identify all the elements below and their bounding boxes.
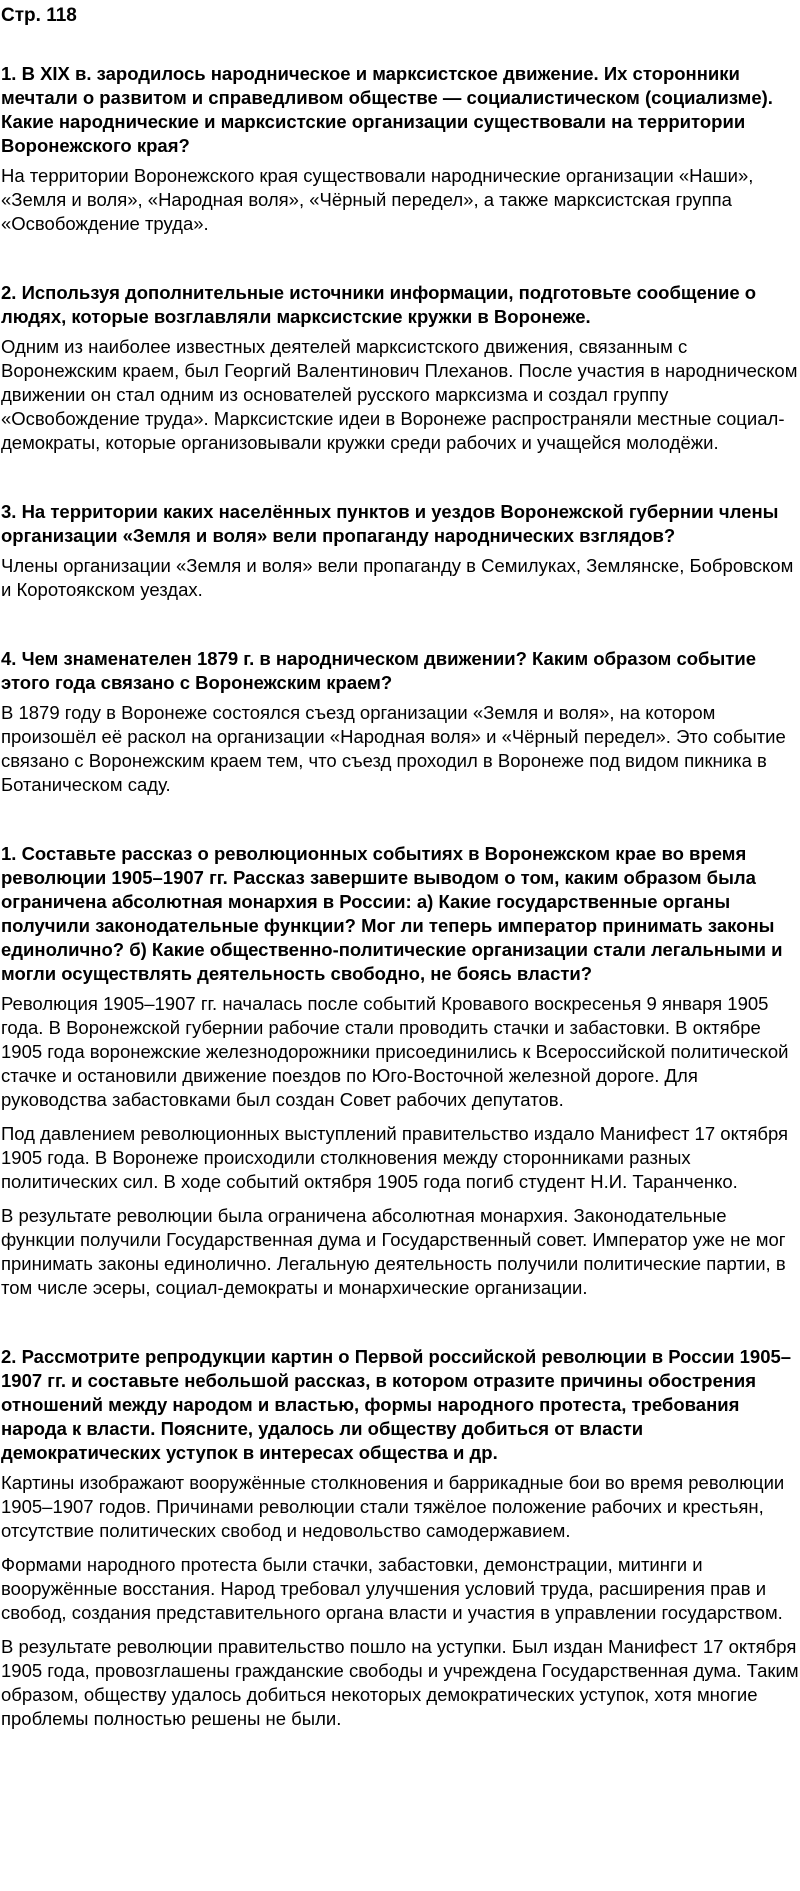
question-text: 1. В XIX в. зародилось народническое и марксистское движение. Их сторонники мечтали о развитом и справедливом обществе — социалистическом (социализме). Какие народнические и марксистские организации существовали на территории Воронежского края? — [1, 63, 773, 156]
question-block — [0, 842, 800, 1300]
question-text: 3. На территории каких населённых пунктов и уездов Воронежской губернии члены организации «Земля и воля» вели пропаганду народнических взглядов? — [1, 501, 779, 546]
page-title: Стр. 118 — [1, 5, 77, 26]
answer-block — [0, 701, 800, 797]
answer-paragraph: В результате революции правительство пошло на уступки. Был издан Манифест 17 октября 1905 года, провозглашены гражданские свободы и учреждена Государственная дума. Таким образом, обществу удалось добиться некоторых демократических уступок, хотя многие проблемы полностью решены не были. — [1, 1636, 799, 1729]
question-text: 2. Рассмотрите репродукции картин о Первой российской революции в России 1905–1907 гг. и составьте небольшой рассказ, в котором отразите причины обострения отношений между народом и властью, формы народного протеста, требования народа к власти. Поясните, удалось ли обществу добиться от власти демократических уступок в интересах общества и др. — [1, 1346, 792, 1463]
question-text: 2. Используя дополнительные источники информации, подготовьте сообщение о людях, которые возглавляли марксистские кружки в Воронеже. — [1, 282, 757, 327]
answer-paragraph: Картины изображают вооружённые столкновения и баррикадные бои во время революции 1905–1907 годов. Причинами революции стали тяжёлое положение рабочих и крестьян, отсутствие политических свобод и недовольство самодержавием. — [1, 1472, 785, 1541]
answer-paragraph: В 1879 году в Воронеже состоялся съезд организации «Земля и воля», на котором произошёл её раскол на организации «Народная воля» и «Чёрный передел». Это событие связано с Воронежским краем тем, что съезд проходил в Воронеже под видом пикника в Ботаническом саду. — [1, 702, 786, 795]
answer-block — [0, 164, 800, 236]
question-text: 1. Составьте рассказ о революционных событиях в Воронежском крае во время революции 1905–1907 гг. Рассказ завершите выводом о том, каким образом была ограничена абсолютная монархия в России: а) Какие государственные органы получили законодательные функции? Мог ли теперь император принимать законы единолично? б) Какие общественно-политические организации стали легальными и могли осуществлять деятельность свободно, не боясь власти? — [1, 843, 783, 984]
answer-block — [0, 1471, 800, 1731]
answer-block — [0, 335, 800, 455]
answer-paragraph: В результате революции была ограничена абсолютная монархия. Законодательные функции получили Государственная дума и Государственный совет. Император уже не мог принимать законы единолично. Легальную деятельность получили политические партии, в том числе эсеры, социал-демократы и монархические организации. — [1, 1205, 786, 1298]
answer-paragraph: Революция 1905–1907 гг. началась после событий Кровавого воскресенья 9 января 1905 года. В Воронежской губернии рабочие стали проводить стачки и забастовки. В октябре 1905 года воронежские железнодорожники присоединились к Всероссийской политической стачке и остановили движение поездов по Юго-Восточной железной дороге. Для руководства забастовками был создан Совет рабочих депутатов. — [1, 993, 789, 1110]
question-block — [0, 281, 800, 455]
answer-paragraph: На территории Воронежского края существовали народнические организации «Наши», «Земля и воля», «Народная воля», «Чёрный передел», а также марксистская группа «Освобождение труда». — [1, 165, 754, 234]
answer-paragraph: Под давлением революционных выступлений правительство издало Манифест 17 октября 1905 года. В Воронеже происходили столкновения между сторонниками разных политических сил. В ходе событий октября 1905 года погиб студент Н.И. Таранченко. — [1, 1123, 789, 1192]
question-block — [0, 647, 800, 797]
question-block — [0, 62, 800, 236]
question-text: 4. Чем знаменателен 1879 г. в народническом движении? Каким образом событие этого года связано с Воронежским краем? — [1, 648, 756, 693]
question-block — [0, 500, 800, 602]
answer-block — [0, 554, 800, 602]
question-block — [0, 1345, 800, 1731]
answer-paragraph: Формами народного протеста были стачки, забастовки, демонстрации, митинги и вооружённые восстания. Народ требовал улучшения условий труда, расширения прав и свобод, создания представительного органа власти и участия в управлении государством. — [1, 1554, 783, 1623]
answer-paragraph: Одним из наиболее известных деятелей марксистского движения, связанным с Воронежским краем, был Георгий Валентинович Плеханов. После участия в народническом движении он стал одним из основателей русского марксизма и создал группу «Освобождение труда». Марксистские идеи в Воронеже распространяли местные социал-демократы, которые организовывали кружки среди рабочих и учащейся молодёжи. — [1, 336, 798, 453]
answer-paragraph: Члены организации «Земля и воля» вели пропаганду в Семилуках, Землянске, Бобровском и Коротоякском уездах. — [1, 555, 794, 600]
answer-block — [0, 992, 800, 1300]
